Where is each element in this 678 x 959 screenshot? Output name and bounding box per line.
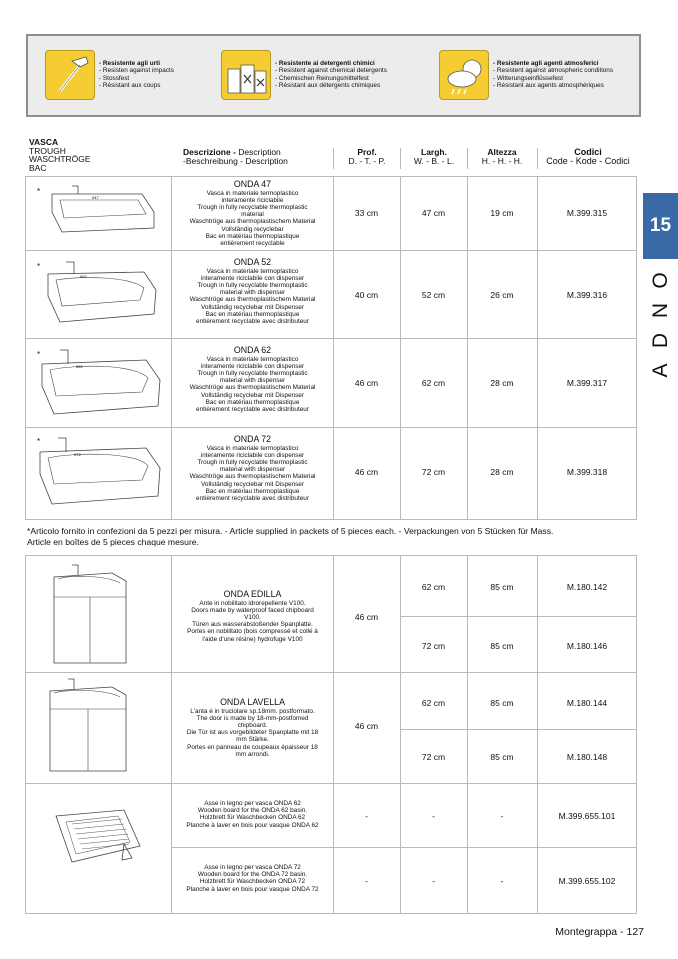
feature-impact-text: - Resistente agli urti - Resisten against impacts - Stossfest - Résistant aux coups	[99, 60, 174, 89]
cabinet-onda-edilla-drawing	[50, 563, 130, 667]
page-section-tab: 15	[643, 193, 678, 259]
hammer-icon	[45, 50, 95, 100]
header-codes: Codici Code - Kode - Codici	[546, 147, 630, 166]
feature-weather-text: - Resistente agli agenti atmosferici - Resistent against atmospheric conditions - Witterungseinflüssefest - Résistant aux agents atmosphériques	[493, 60, 614, 89]
washboard-drawing	[52, 806, 144, 866]
cabinet-onda-lavella-drawing	[46, 677, 130, 777]
feature-chemical-text: - Resistente ai detergenti chimici - Resistent against chemical detergents - Chemischen Reinungsmittelfest - Résistant aux détergents chimiques	[275, 60, 387, 89]
svg-text:062: 062	[76, 364, 83, 369]
features-panel	[26, 34, 641, 117]
header-height: Altezza H. - H. - H.	[481, 147, 523, 166]
trough-onda-62-drawing	[36, 344, 166, 424]
header-depth: Prof. D. - T. - P.	[348, 147, 386, 166]
header-vasca: VASCA TROUGH WASCHTRÖGE BAC	[29, 137, 91, 173]
trough-onda-47-drawing	[42, 182, 162, 244]
detergent-bottles-icon	[221, 50, 271, 100]
section-title-vertical: O N D A	[649, 271, 672, 378]
weather-icon	[439, 50, 489, 100]
header-description: Descrizione - Description -Beschreibung - Description	[183, 147, 288, 166]
page-footer: Montegrappa - 127	[555, 926, 644, 938]
packaging-note: *Articolo fornito in confezioni da 5 pezzi per misura. - Article supplied in packets of 5 pieces each. - Verpackungen von 5 Stücken für Mass. Article en boîtes de 5 pieces chaque mesure.	[27, 526, 554, 547]
header-width: Largh. W. - B. - L.	[413, 147, 455, 166]
svg-text:052: 052	[80, 274, 87, 279]
trough-onda-52-drawing	[40, 256, 164, 334]
svg-text:047: 047	[92, 195, 99, 200]
trough-onda-72-drawing	[34, 432, 166, 514]
svg-text:072: 072	[74, 452, 81, 457]
